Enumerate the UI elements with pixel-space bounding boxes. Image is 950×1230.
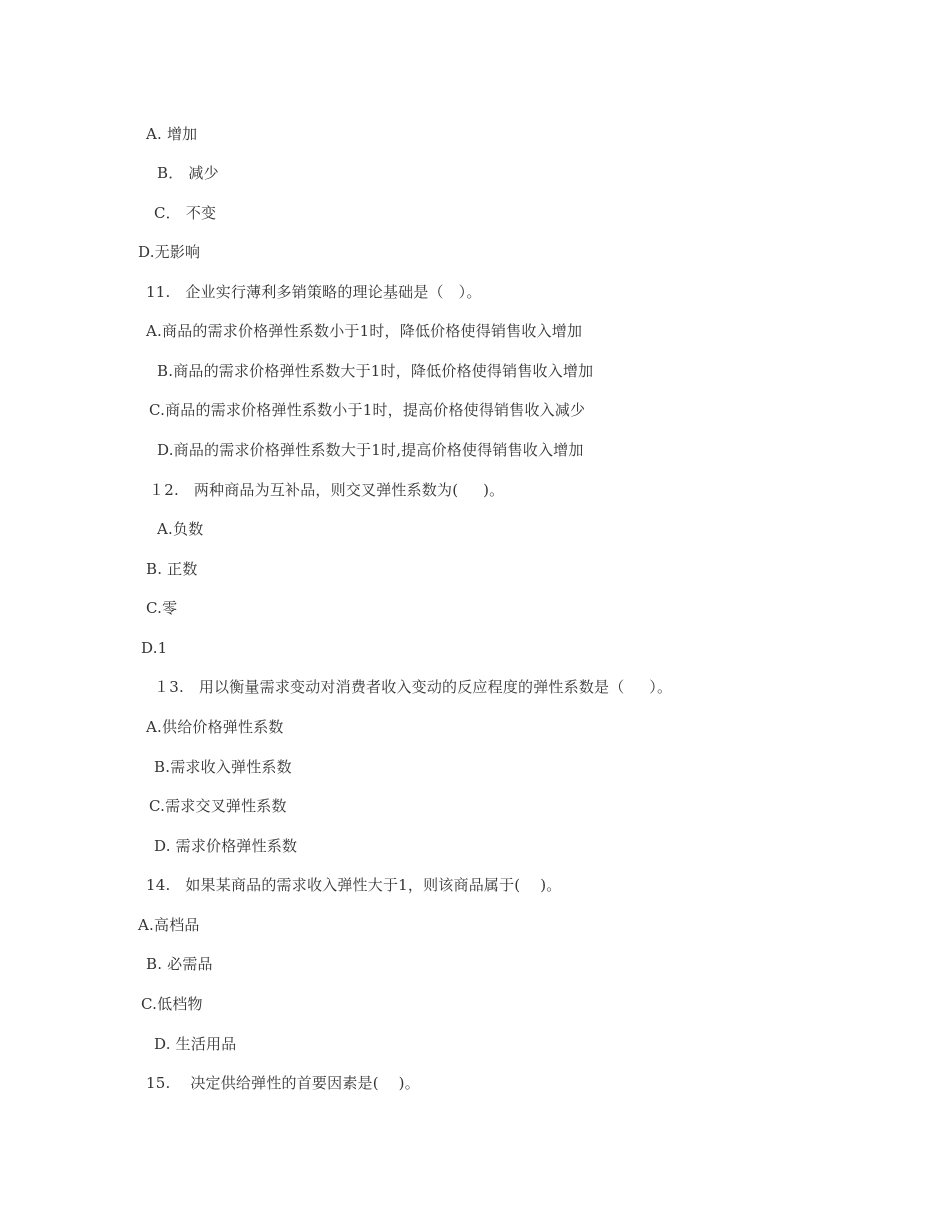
q14-option-b: B. 必需品 xyxy=(146,955,213,973)
q11-option-b: B.商品的需求价格弹性系数大于1时，降低价格使得销售收入增加 xyxy=(157,362,594,380)
q10-option-c: C． 不变 xyxy=(154,204,217,222)
q14-question: 14. 如果某商品的需求收入弹性大于1，则该商品属于( )。 xyxy=(146,876,562,894)
q14-option-a: A.高档品 xyxy=(138,916,200,934)
q12-option-c: C.零 xyxy=(146,599,178,617)
q13-option-a: A.供给价格弹性系数 xyxy=(146,718,284,736)
q10-option-a: A. 增加 xyxy=(146,125,198,143)
q12-question: １2. 两种商品为互补品，则交叉弹性系数为( )。 xyxy=(149,481,505,499)
q10-option-d: D.无影响 xyxy=(138,243,201,261)
q12-option-a: A.负数 xyxy=(157,520,204,538)
q11-question: 11. 企业实行薄利多销策略的理论基础是（ ）。 xyxy=(146,283,482,301)
q12-option-d: D.1 xyxy=(141,639,168,657)
q14-option-d: D. 生活用品 xyxy=(154,1035,237,1053)
q11-option-c: C.商品的需求价格弹性系数小于1时，提高价格使得销售收入减少 xyxy=(149,401,586,419)
q11-option-d: D.商品的需求价格弹性系数大于1时,提高价格使得销售收入增加 xyxy=(157,441,584,459)
q11-option-a: A.商品的需求价格弹性系数小于1时，降低价格使得销售收入增加 xyxy=(146,322,583,340)
q14-option-c: C.低档物 xyxy=(141,995,203,1013)
q13-option-c: C.需求交叉弹性系数 xyxy=(149,797,287,815)
q13-question: １3. 用以衡量需求变动对消费者收入变动的反应程度的弹性系数是（ ）。 xyxy=(154,678,673,696)
q12-option-b: B. 正数 xyxy=(146,560,198,578)
q13-option-d: D. 需求价格弹性系数 xyxy=(154,837,298,855)
q10-option-b: B． 减少 xyxy=(157,164,219,182)
q15-question: 15. 决定供给弹性的首要因素是( )。 xyxy=(146,1074,420,1092)
q13-option-b: B.需求收入弹性系数 xyxy=(154,758,292,776)
